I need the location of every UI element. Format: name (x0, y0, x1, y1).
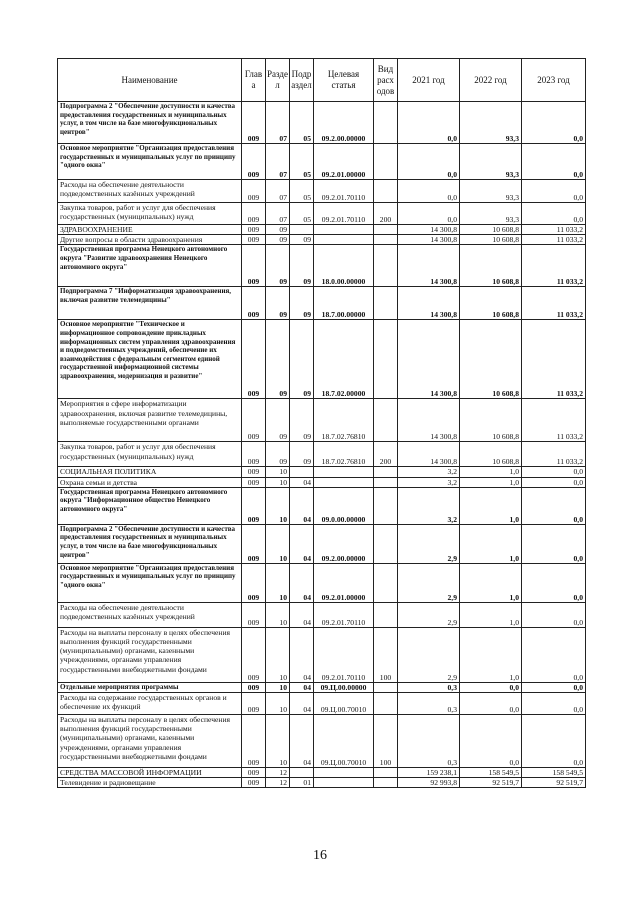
table-row (58, 682, 586, 692)
cell-razdel: 07 (266, 144, 290, 180)
cell-2022: 10 608,8 (460, 235, 522, 245)
cell-2022: 1,0 (460, 524, 522, 563)
cell-razdel: 07 (266, 203, 290, 225)
cell-name: Государственная программа Ненецкого автономного округа "Развитие здравоохранения Ненецкого автономного округа" (58, 245, 242, 287)
cell-name: Расходы на обеспечение деятельности подведомственных казённых учреждений (58, 602, 242, 627)
cell-glava: 009 (242, 602, 266, 627)
cell-podrazdel: 05 (290, 180, 314, 203)
cell-2021: 14 300,8 (398, 320, 460, 399)
cell-target: 18.7.02.76810 (314, 399, 374, 442)
cell-vid: 100 (374, 627, 398, 682)
cell-2023: 0,0 (522, 715, 586, 768)
cell-2021: 14 300,8 (398, 225, 460, 235)
cell-2021: 0,3 (398, 693, 460, 715)
cell-podrazdel: 09 (290, 235, 314, 245)
table-row (58, 627, 586, 682)
cell-target (314, 467, 374, 477)
cell-2022: 93,3 (460, 102, 522, 144)
table-row (58, 467, 586, 477)
cell-2023: 0,0 (522, 487, 586, 524)
cell-target: 09.Ц.00.70010 (314, 715, 374, 768)
table-row (58, 320, 586, 399)
cell-target: 09.2.00.00000 (314, 102, 374, 144)
cell-razdel: 09 (266, 235, 290, 245)
cell-2023: 0,0 (522, 563, 586, 602)
cell-2022: 10 608,8 (460, 320, 522, 399)
cell-glava: 009 (242, 693, 266, 715)
table-row (58, 693, 586, 715)
cell-target: 09.Ц.00.70010 (314, 693, 374, 715)
cell-glava: 009 (242, 102, 266, 144)
cell-2021: 14 300,8 (398, 442, 460, 467)
cell-2023: 11 033,2 (522, 235, 586, 245)
cell-vid: 200 (374, 203, 398, 225)
cell-name: Другие вопросы в области здравоохранения (58, 235, 242, 245)
header-vid: Вид расх одов (374, 59, 398, 102)
cell-2023: 0,0 (522, 467, 586, 477)
table-row (58, 442, 586, 467)
cell-2021: 0,0 (398, 203, 460, 225)
cell-name: Закупка товаров, работ и услуг для обеспечения государственных (муниципальных) нужд (58, 442, 242, 467)
cell-podrazdel: 04 (290, 693, 314, 715)
table-row (58, 602, 586, 627)
cell-glava: 009 (242, 487, 266, 524)
header-2022: 2022 год (460, 59, 522, 102)
table-row (58, 487, 586, 524)
cell-target: 09.2.01.70110 (314, 203, 374, 225)
cell-2022: 0,0 (460, 693, 522, 715)
cell-vid (374, 399, 398, 442)
cell-glava: 009 (242, 682, 266, 692)
cell-glava: 009 (242, 778, 266, 788)
cell-podrazdel: 05 (290, 203, 314, 225)
cell-name: Подпрограмма 2 "Обеспечение доступности и качества предоставления государственных и муниципальных услуг, в том числе на базе многофункциональных центров" (58, 524, 242, 563)
cell-glava: 009 (242, 467, 266, 477)
cell-2023: 158 549,5 (522, 768, 586, 778)
cell-podrazdel: 04 (290, 487, 314, 524)
cell-glava: 009 (242, 245, 266, 287)
header-podrazdel: Подр аздел (290, 59, 314, 102)
cell-razdel: 10 (266, 682, 290, 692)
cell-glava: 009 (242, 287, 266, 320)
cell-podrazdel: 04 (290, 524, 314, 563)
cell-target: 09.2.00.00000 (314, 524, 374, 563)
cell-razdel: 10 (266, 477, 290, 487)
cell-glava: 009 (242, 144, 266, 180)
cell-2022: 10 608,8 (460, 225, 522, 235)
cell-2021: 3,2 (398, 487, 460, 524)
table-row (58, 768, 586, 778)
cell-razdel: 09 (266, 442, 290, 467)
cell-vid (374, 320, 398, 399)
cell-2023: 11 033,2 (522, 287, 586, 320)
cell-vid (374, 693, 398, 715)
cell-razdel: 09 (266, 399, 290, 442)
cell-razdel: 10 (266, 602, 290, 627)
cell-target: 09.2.01.00000 (314, 563, 374, 602)
table-row (58, 180, 586, 203)
cell-vid (374, 487, 398, 524)
cell-2021: 0,0 (398, 144, 460, 180)
cell-vid (374, 180, 398, 203)
cell-target: 09.2.01.70110 (314, 180, 374, 203)
cell-razdel: 10 (266, 693, 290, 715)
cell-glava: 009 (242, 203, 266, 225)
header-name: Наименование (58, 59, 242, 102)
cell-glava: 009 (242, 477, 266, 487)
cell-name: Расходы на содержание государственных органов и обеспечение их функций (58, 693, 242, 715)
cell-razdel: 09 (266, 320, 290, 399)
cell-2021: 0,3 (398, 682, 460, 692)
cell-2021: 3,2 (398, 477, 460, 487)
cell-name: Охрана семьи и детства (58, 477, 242, 487)
cell-2023: 11 033,2 (522, 399, 586, 442)
cell-glava: 009 (242, 225, 266, 235)
cell-2021: 2,9 (398, 563, 460, 602)
cell-target (314, 225, 374, 235)
cell-2021: 14 300,8 (398, 287, 460, 320)
cell-2023: 0,0 (522, 693, 586, 715)
cell-2021: 2,9 (398, 627, 460, 682)
cell-vid (374, 602, 398, 627)
cell-razdel: 12 (266, 768, 290, 778)
table-row (58, 715, 586, 768)
cell-vid (374, 144, 398, 180)
cell-target (314, 235, 374, 245)
cell-target: 09.2.01.70110 (314, 602, 374, 627)
cell-podrazdel (290, 467, 314, 477)
cell-2023: 11 033,2 (522, 245, 586, 287)
cell-glava: 009 (242, 768, 266, 778)
cell-podrazdel (290, 225, 314, 235)
cell-name: СРЕДСТВА МАССОВОЙ ИНФОРМАЦИИ (58, 768, 242, 778)
cell-glava: 009 (242, 627, 266, 682)
cell-name: Мероприятия в сфере информатизации здравоохранения, включая развитие телемедицины, выполняемые государственными органами (58, 399, 242, 442)
cell-name: Основное мероприятие "Техническое и информационное сопровождение прикладных информационных систем управления здравоохранения и подведомственных учреждений, обеспечение их взаимодействия с федеральным сегментом единой государственной информационной системы здравоохранения, модернизация и развитие" (58, 320, 242, 399)
cell-podrazdel: 04 (290, 715, 314, 768)
cell-podrazdel: 04 (290, 602, 314, 627)
cell-podrazdel: 04 (290, 563, 314, 602)
cell-target: 18.7.02.76810 (314, 442, 374, 467)
cell-podrazdel: 09 (290, 442, 314, 467)
cell-podrazdel: 09 (290, 245, 314, 287)
table-row (58, 287, 586, 320)
table-header-row (58, 59, 586, 102)
cell-vid (374, 778, 398, 788)
cell-vid (374, 524, 398, 563)
cell-2022: 10 608,8 (460, 287, 522, 320)
header-2023: 2023 год (522, 59, 586, 102)
cell-2022: 1,0 (460, 563, 522, 602)
cell-2021: 159 238,1 (398, 768, 460, 778)
cell-vid (374, 225, 398, 235)
cell-glava: 009 (242, 524, 266, 563)
cell-podrazdel: 04 (290, 477, 314, 487)
cell-razdel: 10 (266, 715, 290, 768)
cell-razdel: 07 (266, 180, 290, 203)
cell-2022: 10 608,8 (460, 442, 522, 467)
table-row (58, 203, 586, 225)
cell-2021: 0,0 (398, 102, 460, 144)
cell-2021: 14 300,8 (398, 235, 460, 245)
cell-razdel: 09 (266, 287, 290, 320)
cell-2022: 93,3 (460, 180, 522, 203)
table-row (58, 245, 586, 287)
cell-2023: 11 033,2 (522, 225, 586, 235)
cell-glava: 009 (242, 235, 266, 245)
cell-glava: 009 (242, 442, 266, 467)
cell-name: Основное мероприятие "Организация предоставления государственных и муниципальных услуг по принципу "одного окна" (58, 144, 242, 180)
cell-2021: 2,9 (398, 602, 460, 627)
cell-vid (374, 563, 398, 602)
cell-glava: 009 (242, 715, 266, 768)
cell-glava: 009 (242, 180, 266, 203)
cell-name: Расходы на выплаты персоналу в целях обеспечения выполнения функций государственными (муниципальными) органами, казенными учреждениями, органами управления государственными внебюджетными фондами (58, 627, 242, 682)
cell-2022: 1,0 (460, 467, 522, 477)
cell-2022: 158 549,5 (460, 768, 522, 778)
cell-vid (374, 477, 398, 487)
table-row (58, 144, 586, 180)
cell-2023: 92 519,7 (522, 778, 586, 788)
cell-podrazdel: 09 (290, 399, 314, 442)
cell-2021: 3,2 (398, 467, 460, 477)
cell-razdel: 10 (266, 524, 290, 563)
cell-razdel: 09 (266, 245, 290, 287)
cell-name: СОЦИАЛЬНАЯ ПОЛИТИКА (58, 467, 242, 477)
table-row (58, 524, 586, 563)
header-2021: 2021 год (398, 59, 460, 102)
table-row (58, 477, 586, 487)
table-row (58, 778, 586, 788)
cell-2022: 1,0 (460, 477, 522, 487)
cell-podrazdel: 09 (290, 320, 314, 399)
cell-vid (374, 467, 398, 477)
cell-2022: 1,0 (460, 487, 522, 524)
cell-glava: 009 (242, 563, 266, 602)
cell-2023: 0,0 (522, 627, 586, 682)
cell-glava: 009 (242, 399, 266, 442)
cell-2021: 14 300,8 (398, 245, 460, 287)
cell-podrazdel: 05 (290, 102, 314, 144)
cell-name: Отдельные мероприятия программы (58, 682, 242, 692)
cell-2022: 1,0 (460, 602, 522, 627)
cell-razdel: 12 (266, 778, 290, 788)
cell-target: 09.2.01.70110 (314, 627, 374, 682)
cell-vid (374, 102, 398, 144)
table-row (58, 563, 586, 602)
cell-2021: 14 300,8 (398, 399, 460, 442)
cell-target: 09.2.01.00000 (314, 144, 374, 180)
cell-podrazdel: 04 (290, 682, 314, 692)
table-row (58, 102, 586, 144)
cell-target: 18.7.00.00000 (314, 287, 374, 320)
cell-vid: 100 (374, 715, 398, 768)
cell-target (314, 778, 374, 788)
cell-2023: 0,0 (522, 524, 586, 563)
cell-2023: 0,0 (522, 144, 586, 180)
cell-2022: 93,3 (460, 203, 522, 225)
cell-target: 18.0.00.00000 (314, 245, 374, 287)
table-row (58, 225, 586, 235)
cell-2022: 10 608,8 (460, 245, 522, 287)
cell-2023: 0,0 (522, 602, 586, 627)
cell-2022: 1,0 (460, 627, 522, 682)
table-body (58, 102, 586, 788)
cell-2022: 10 608,8 (460, 399, 522, 442)
cell-target (314, 768, 374, 778)
cell-2023: 0,0 (522, 682, 586, 692)
cell-target: 09.0.00.00000 (314, 487, 374, 524)
cell-razdel: 09 (266, 225, 290, 235)
cell-name: Подпрограмма 2 "Обеспечение доступности и качества предоставления государственных и муниципальных услуг, в том числе на базе многофункциональных центров" (58, 102, 242, 144)
cell-2021: 0,3 (398, 715, 460, 768)
cell-target: 18.7.02.00000 (314, 320, 374, 399)
header-target: Целевая статья (314, 59, 374, 102)
cell-vid (374, 682, 398, 692)
cell-2023: 0,0 (522, 102, 586, 144)
cell-target: 09.Ц.00.00000 (314, 682, 374, 692)
cell-podrazdel: 01 (290, 778, 314, 788)
cell-name: Основное мероприятие "Организация предоставления государственных и муниципальных услуг по принципу "одного окна" (58, 563, 242, 602)
cell-razdel: 10 (266, 627, 290, 682)
page-number: 16 (313, 848, 327, 863)
cell-2023: 11 033,2 (522, 442, 586, 467)
header-glava: Глав а (242, 59, 266, 102)
cell-vid (374, 245, 398, 287)
table-row (58, 235, 586, 245)
cell-name: ЗДРАВООХРАНЕНИЕ (58, 225, 242, 235)
cell-podrazdel (290, 768, 314, 778)
cell-2023: 11 033,2 (522, 320, 586, 399)
cell-2021: 0,0 (398, 180, 460, 203)
table-row (58, 399, 586, 442)
cell-vid (374, 768, 398, 778)
cell-podrazdel: 05 (290, 144, 314, 180)
cell-name: Закупка товаров, работ и услуг для обеспечения государственных (муниципальных) нужд (58, 203, 242, 225)
cell-2023: 0,0 (522, 203, 586, 225)
cell-name: Расходы на выплаты персоналу в целях обеспечения выполнения функций государственными (муниципальными) органами, казенными учреждениями, органами управления государственными внебюджетными фондами (58, 715, 242, 768)
cell-name: Государственная программа Ненецкого автономного округа "Информационное общество Ненецкого автономного округа" (58, 487, 242, 524)
cell-razdel: 10 (266, 467, 290, 477)
cell-razdel: 10 (266, 487, 290, 524)
cell-2022: 0,0 (460, 682, 522, 692)
cell-vid (374, 287, 398, 320)
cell-target (314, 477, 374, 487)
cell-vid (374, 235, 398, 245)
cell-2023: 0,0 (522, 477, 586, 487)
cell-razdel: 07 (266, 102, 290, 144)
cell-2023: 0,0 (522, 180, 586, 203)
cell-name: Расходы на обеспечение деятельности подведомственных казённых учреждений (58, 180, 242, 203)
header-razdel: Разде л (266, 59, 290, 102)
cell-razdel: 10 (266, 563, 290, 602)
cell-podrazdel: 04 (290, 627, 314, 682)
budget-table (57, 58, 586, 788)
cell-2021: 92 993,8 (398, 778, 460, 788)
cell-glava: 009 (242, 320, 266, 399)
cell-name: Телевидение и радиовещание (58, 778, 242, 788)
cell-2021: 2,9 (398, 524, 460, 563)
cell-name: Подпрограмма 7 "Информатизация здравоохранения, включая развитие телемедицины" (58, 287, 242, 320)
cell-2022: 0,0 (460, 715, 522, 768)
cell-podrazdel: 09 (290, 287, 314, 320)
cell-vid: 200 (374, 442, 398, 467)
cell-2022: 93,3 (460, 144, 522, 180)
cell-2022: 92 519,7 (460, 778, 522, 788)
